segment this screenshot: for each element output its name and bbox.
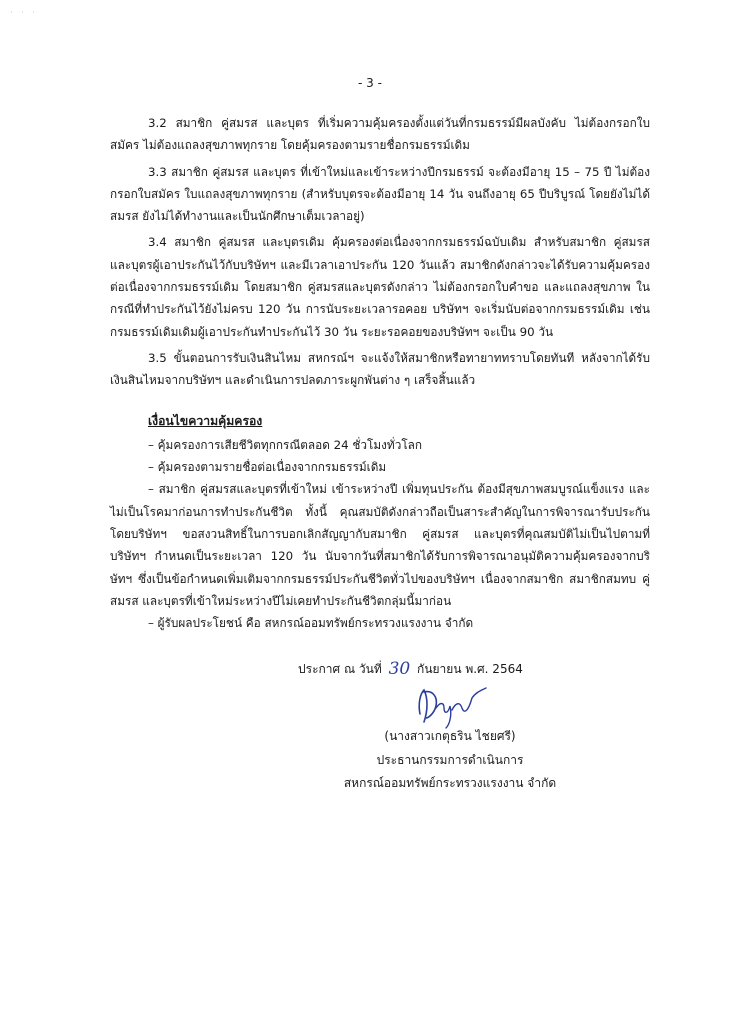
clause-3-4: 3.4 สมาชิก คู่สมรส และบุตรเดิม คุ้มครองต่อเนื่องจากกรมธรรม์ฉบับเดิม สำหรับสมาชิก คู่สมรส และบุตรผู้เอาประกันไว้กับบริษัทฯ และมีเวลาเอาประกัน 120 วันแล้ว สมาชิกดังกล่าวจะได้รับความคุ้มครองต่อเนื่องจากกรมธรรม์เดิม โดยสมาชิก คู่สมรสและบุตรดังกล่าว ไม่ต้องกรอกใบคำขอ และแถลงสุขภาพ ในกรณีที่ทำประกันไว้ยังไม่ครบ 120 วัน การนับระยะเวลารอคอย บริษัทฯ จะเริ่มนับต่อจากกรมธรรม์เดิม เช่น กรมธรรม์เดิมเดิมผู้เอาประกันทำประกันไว้ 30 วัน ระยะรอคอยของบริษัทฯ จะเป็น 90 วัน [110, 235, 650, 339]
scan-artifact: · · · [10, 8, 38, 17]
handwritten-day: 30 [388, 659, 411, 679]
announcement-prefix: ประกาศ ณ วันที่ [298, 662, 382, 676]
condition-item: – คุ้มครองการเสียชีวิตทุกกรณีตลอด 24 ชั่วโมงทั่วโลก [148, 437, 423, 452]
condition-item: – สมาชิก คู่สมรสและบุตรที่เข้าใหม่ เข้าระหว่างปี เพิ่มทุนประกัน ต้องมีสุขภาพสมบูรณ์แข็งแรง และไม่เป็นโรคมาก่อนการทำประกันชีวิต ทั้งนี้ คุณสมบัติดังกล่าวถือเป็นสาระสำคัญในการพิจารณารับประกัน โดยบริษัทฯ ขอสงวนสิทธิ์ในการบอกเลิกสัญญากับสมาชิก คู่สมรส และบุตรที่คุณสมบัติไม่เป็นไปตามที่บริษัทฯ กำหนดเป็นระยะเวลา 120 วัน นับจากวันที่สมาชิกได้รับการพิจารณาอนุมัติความคุ้มครองจากบริษัทฯ ซึ่งเป็นข้อกำหนดเพิ่มเติมจากกรมธรรม์ประกันชีวิตทั่วไปของบริษัทฯ เนื่องจากสมาชิก สมาชิกสมทบ คู่สมรส และบุตรที่เข้าใหม่ระหว่างปีไม่เคยทำประกันชีวิตกลุ่มนี้มาก่อน [110, 482, 650, 608]
signature-block [300, 725, 600, 796]
condition-item: – คุ้มครองตามรายชื่อต่อเนื่องจากกรมธรรม์เดิม [148, 460, 387, 475]
signatory-name: (นางสาวเกตุธริน ไชยศรี) [384, 729, 516, 743]
page-number: - 3 - [358, 76, 382, 90]
announcement-date [298, 658, 598, 680]
signatory-organization: สหกรณ์ออมทรัพย์กระทรวงแรงงาน จำกัด [343, 776, 557, 790]
document-body [110, 112, 650, 635]
clause-3-5: 3.5 ขั้นตอนการรับเงินสินไหม สหกรณ์ฯ จะแจ้งให้สมาชิกหรือทายาททราบโดยทันที หลังจากได้รับเงินสินไหมจากบริษัทฯ และดำเนินการปลดภาระผูกพันต่าง ๆ เสร็จสิ้นแล้ว [110, 350, 650, 388]
conditions-heading: เงื่อนไขความคุ้มครอง [148, 413, 263, 428]
condition-item: – ผู้รับผลประโยชน์ คือ สหกรณ์ออมทรัพย์กระทรวงแรงงาน จำกัด [148, 616, 474, 631]
signatory-position: ประธานกรรมการดำเนินการ [376, 752, 524, 767]
announcement-suffix: กันยายน พ.ศ. 2564 [417, 662, 523, 676]
clause-3-3: 3.3 สมาชิก คู่สมรส และบุตร ที่เข้าใหม่และเข้าระหว่างปีกรมธรรม์ จะต้องมีอายุ 15 – 75 ปี ไม่ต้องกรอกใบสมัคร ใบแถลงสุขภาพทุกราย (สำหรับบุตรจะต้องมีอายุ 14 วัน จนถึงอายุ 65 ปีบริบูรณ์ โดยยังไม่ได้สมรส ยังไม่ได้ทำงานและเป็นนักศึกษาเต็มเวลาอยู่) [110, 164, 650, 224]
clause-3-2: 3.2 สมาชิก คู่สมรส และบุตร ที่เริ่มความคุ้มครองตั้งแต่วันที่กรมธรรม์มีผลบังคับ ไม่ต้องกรอกใบสมัคร ไม่ต้องแถลงสุขภาพทุกราย โดยคุ้มครองตามรายชื่อกรมธรรม์เดิม [110, 116, 650, 153]
